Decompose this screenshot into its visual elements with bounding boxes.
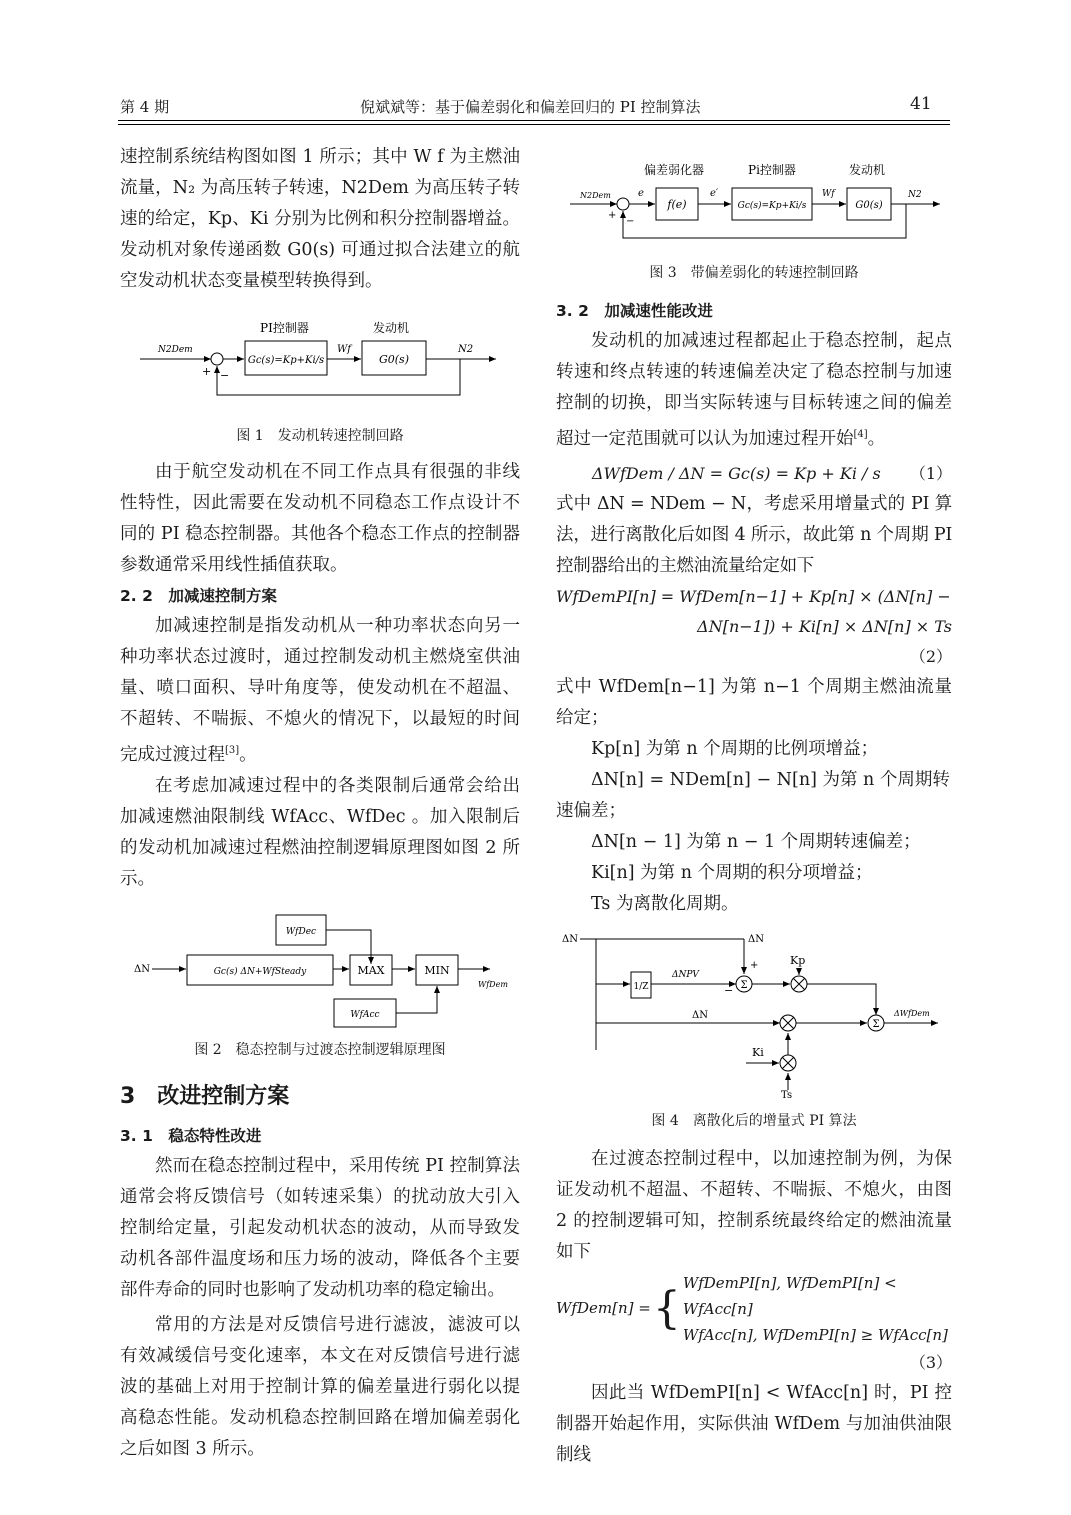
fig4-output-label: ΔWfDem: [894, 1008, 930, 1018]
paragraph: 式中 WfDem[n−1] 为第 n−1 个周期主燃油流量给定；: [556, 676, 952, 728]
fig1-sum-junction: [211, 353, 223, 365]
fig3-sum-junction: [617, 198, 629, 210]
fig3-input-label: N2Dem: [580, 191, 611, 200]
fig1-plus: +: [202, 365, 212, 378]
fig4-arrow: [807, 984, 876, 1015]
figure-4-caption: 图 4 离散化后的增量式 PI 算法: [651, 1112, 857, 1129]
paragraph-text: 发动机的加减速过程都起止于稳态控制，起点转速和终点转速的转速偏差决定了稳态控制与加速控制的切换，即当实际转速与目标转速之间的偏差超过一定范围就可以认为加速过程开始: [556, 331, 952, 449]
fig4-minus: −: [724, 983, 734, 997]
page-number: 41: [910, 94, 932, 114]
running-title: 倪斌斌等：基于偏差弱化和偏差回归的 PI 控制算法: [360, 98, 701, 116]
definition-delta-n-prev: ΔN[n − 1] 为第 n − 1 个周期转速偏差；: [591, 831, 921, 852]
figure-1-caption: 图 1 发动机转速控制回路: [236, 428, 404, 444]
fig3-minus: −: [626, 216, 635, 227]
header-rule-thin: [118, 124, 950, 125]
fig1-controller-formula: Gc(s)=Kp+Ki/s: [247, 355, 325, 366]
section-heading-3-1: 3. 1 稳态特性改进: [120, 1126, 262, 1145]
equation-3-number: （3）: [909, 1352, 952, 1372]
fig1-plant-label: G0(s): [378, 353, 410, 366]
right-column: [556, 156, 952, 1471]
fig2-wfacc-label: WfAcc: [350, 1009, 380, 1020]
paragraph-text: 加减速控制是指发动机从一种功率状态向另一种功率状态过渡时，通过控制发动机主燃烧室供油量、喷口面积、导叶角度等，使发动机在不超温、不超转、不喘振、不熄火的情况下，以最短的时间完成过渡过程: [120, 616, 520, 765]
fig4-input-label: ΔN: [562, 933, 578, 945]
equation-3-case-1: WfDemPI[n], WfDemPI[n] < WfAcc[n]: [682, 1273, 897, 1318]
fig4-sum-1-label: Σ: [740, 979, 748, 991]
equation-3-cases: [683, 1270, 952, 1348]
citation: [4]: [853, 429, 868, 440]
section-heading-3: 3 改进控制方案: [120, 1083, 290, 1109]
figure-1: [120, 319, 520, 449]
equation-1: [556, 459, 952, 489]
equation-3-lhs: WfDem[n] =: [556, 1299, 651, 1318]
figure-3-diagram: [556, 156, 952, 248]
paragraph-end: 。: [867, 428, 886, 449]
fig4-multiply-kp-mark: [793, 978, 805, 990]
fig3-label-pi: Pi控制器: [748, 163, 796, 177]
figure-3-caption: 图 3 带偏差弱化的转速控制回路: [649, 265, 859, 281]
fig2-wfdec-label: WfDec: [285, 926, 317, 937]
fig1-minus: −: [220, 369, 230, 382]
figure-4: [556, 930, 952, 1134]
paragraph: 在考虑加减速过程中的各类限制后通常会给出加减速燃油限制线 WfAcc、WfDec 。加入限制后的发动机加减速过程燃油控制逻辑原理图如图 2 所示。: [120, 775, 520, 889]
equation-2-line-1: WfDemPI[n] = WfDem[n−1] + Kp[n] × (ΔN[n] −: [556, 586, 951, 606]
paragraph: 在过渡态控制过程中，以加速控制为例，为保证发动机不超温、不超转、不喘振、不熄火，由图 2 的控制逻辑可知，控制系统最终给定的燃油流量如下: [556, 1148, 952, 1262]
equation-2-number: （2）: [909, 646, 952, 666]
paragraph: [556, 326, 952, 455]
definition-ts: Ts 为离散化周期。: [591, 893, 739, 914]
fig3-eprime-label: e′: [710, 188, 719, 199]
paragraph: [120, 611, 520, 771]
fig4-top-label: ΔN: [748, 933, 764, 945]
paragraph-end: 。: [239, 744, 257, 765]
fig2-gc-label: Gc(s) ΔN+WfSteady: [213, 966, 307, 977]
fig4-multiply-ki-mark: [782, 1017, 794, 1029]
definition-ki: Ki[n] 为第 n 个周期的积分项增益；: [591, 862, 873, 883]
fig3-controller-formula: Gc(s)=Kp+Ki/s: [737, 201, 807, 211]
citation: [3]: [225, 745, 240, 756]
fig3-weakener-label: f(e): [667, 198, 687, 211]
fig1-wf-label: Wf: [337, 344, 351, 355]
figure-2-caption: 图 2 稳态控制与过渡态控制逻辑原理图: [194, 1041, 446, 1058]
figure-2: [120, 911, 520, 1063]
fig1-input-label: N2Dem: [158, 345, 193, 355]
section-heading-3-2: 3. 2 加减速性能改进: [556, 302, 713, 320]
fig2-arrow: [396, 986, 437, 1013]
equation-2-line-2: ΔN[n−1]) + Ki[n] × ΔN[n] × Ts: [697, 616, 952, 636]
paragraph: 速控制系统结构图如图 1 所示；其中 W f 为主燃油流量，N₂ 为高压转子转速，N2Dem 为高压转子转速的给定，Kp、Ki 分别为比例和积分控制器增益。发动机对象传递函数 G0(s) 可通过拟合法建立的航空发动机状态变量模型转换得到。: [120, 147, 520, 291]
fig2-input-label: ΔN: [134, 963, 150, 975]
fig1-label-pi: PI控制器: [260, 321, 309, 335]
paragraph: 常用的方法是对反馈信号进行滤波，滤波可以有效减缓信号变化速率，本文在对反馈信号进行滤波的基础上对用于控制计算的偏差量进行弱化以提高稳态性能。发动机稳态控制回路在增加偏差弱化之后如图 3 所示。: [120, 1314, 520, 1459]
fig3-label-engine: 发动机: [849, 163, 886, 177]
header-rule: [118, 120, 950, 121]
fig3-output-label: N2: [908, 190, 922, 200]
figure-2-diagram: [120, 911, 520, 1029]
equation-3-brace: {: [652, 1282, 681, 1334]
equation-3-case-2: WfAcc[n], WfDemPI[n] ≥ WfAcc[n]: [682, 1325, 948, 1344]
fig4-kp-label: Kp: [790, 953, 806, 967]
section-heading-2-2: 2. 2 加减速控制方案: [120, 587, 277, 605]
left-column: [120, 142, 520, 1465]
definition-delta-n: ΔN[n] = NDem[n] − N[n] 为第 n 个周期转: [591, 769, 950, 790]
fig4-sum-2-label: Σ: [872, 1018, 880, 1030]
fig3-e-label: e: [638, 188, 644, 199]
paragraph: 因此当 WfDemPI[n] < WfAcc[n] 时，PI 控制器开始起作用，实际供油 WfDem 与加油供油限制线: [556, 1382, 952, 1465]
fig3-wf-label: Wf: [822, 189, 835, 199]
fig1-output-label: N2: [458, 344, 474, 355]
fig4-ki-label: Ki: [752, 1045, 764, 1059]
fig3-label-weakener: 偏差弱化器: [644, 163, 705, 177]
fig1-label-engine: 发动机: [373, 321, 410, 335]
fig3-plant-label: G0(s): [855, 200, 883, 211]
equation-1-body: ΔWfDem / ΔN = Gc(s) = Kp + Ki / s: [592, 463, 881, 483]
fig2-output-label: WfDem: [478, 979, 508, 989]
fig2-min-label: MIN: [424, 963, 450, 977]
paragraph: 由于航空发动机在不同工作点具有很强的非线性特性，因此需要在发动机不同稳态工作点设计不同的 PI 稳态控制器。其他各个稳态工作点的控制器参数通常采用线性插值获取。: [120, 462, 520, 575]
paragraph: 式中 ΔN = NDem − N，考虑采用增量式的 PI 算法，进行离散化后如图 4 所示，故此第 n 个周期 PI 控制器给出的主燃油流量给定如下: [556, 493, 952, 576]
figure-4-diagram: [556, 930, 952, 1100]
fig4-multiply-ts-mark: [782, 1057, 794, 1069]
issue-number: 第 4 期: [120, 98, 170, 116]
fig3-plus: +: [608, 210, 617, 221]
figure-1-diagram: [120, 319, 520, 419]
fig4-plus: +: [750, 959, 759, 971]
figure-3: [556, 156, 952, 286]
paragraph: 然而在稳态控制过程中，采用传统 PI 控制算法通常会将反馈信号（如转速采集）的扰动放大引入控制给定量，引起发动机状态的波动，从而导致发动机各部件温度场和压力场的波动，降低各个主要部件寿命的同时也影响了发动机功率的稳定输出。: [120, 1155, 520, 1300]
fig4-dnpv-label: ΔNPV: [672, 969, 699, 980]
definition-kp: Kp[n] 为第 n 个周期的比例项增益；: [591, 738, 879, 759]
fig4-mid-label: ΔN: [692, 1009, 708, 1021]
equation-1-number: （1）: [909, 463, 952, 483]
fig4-ts-label: Ts: [781, 1089, 793, 1100]
definition-delta-n-cont: 速偏差；: [556, 800, 626, 821]
equation-3: [556, 1270, 952, 1348]
fig2-max-label: MAX: [357, 963, 385, 977]
fig4-delay-label: 1/Z: [633, 981, 649, 992]
